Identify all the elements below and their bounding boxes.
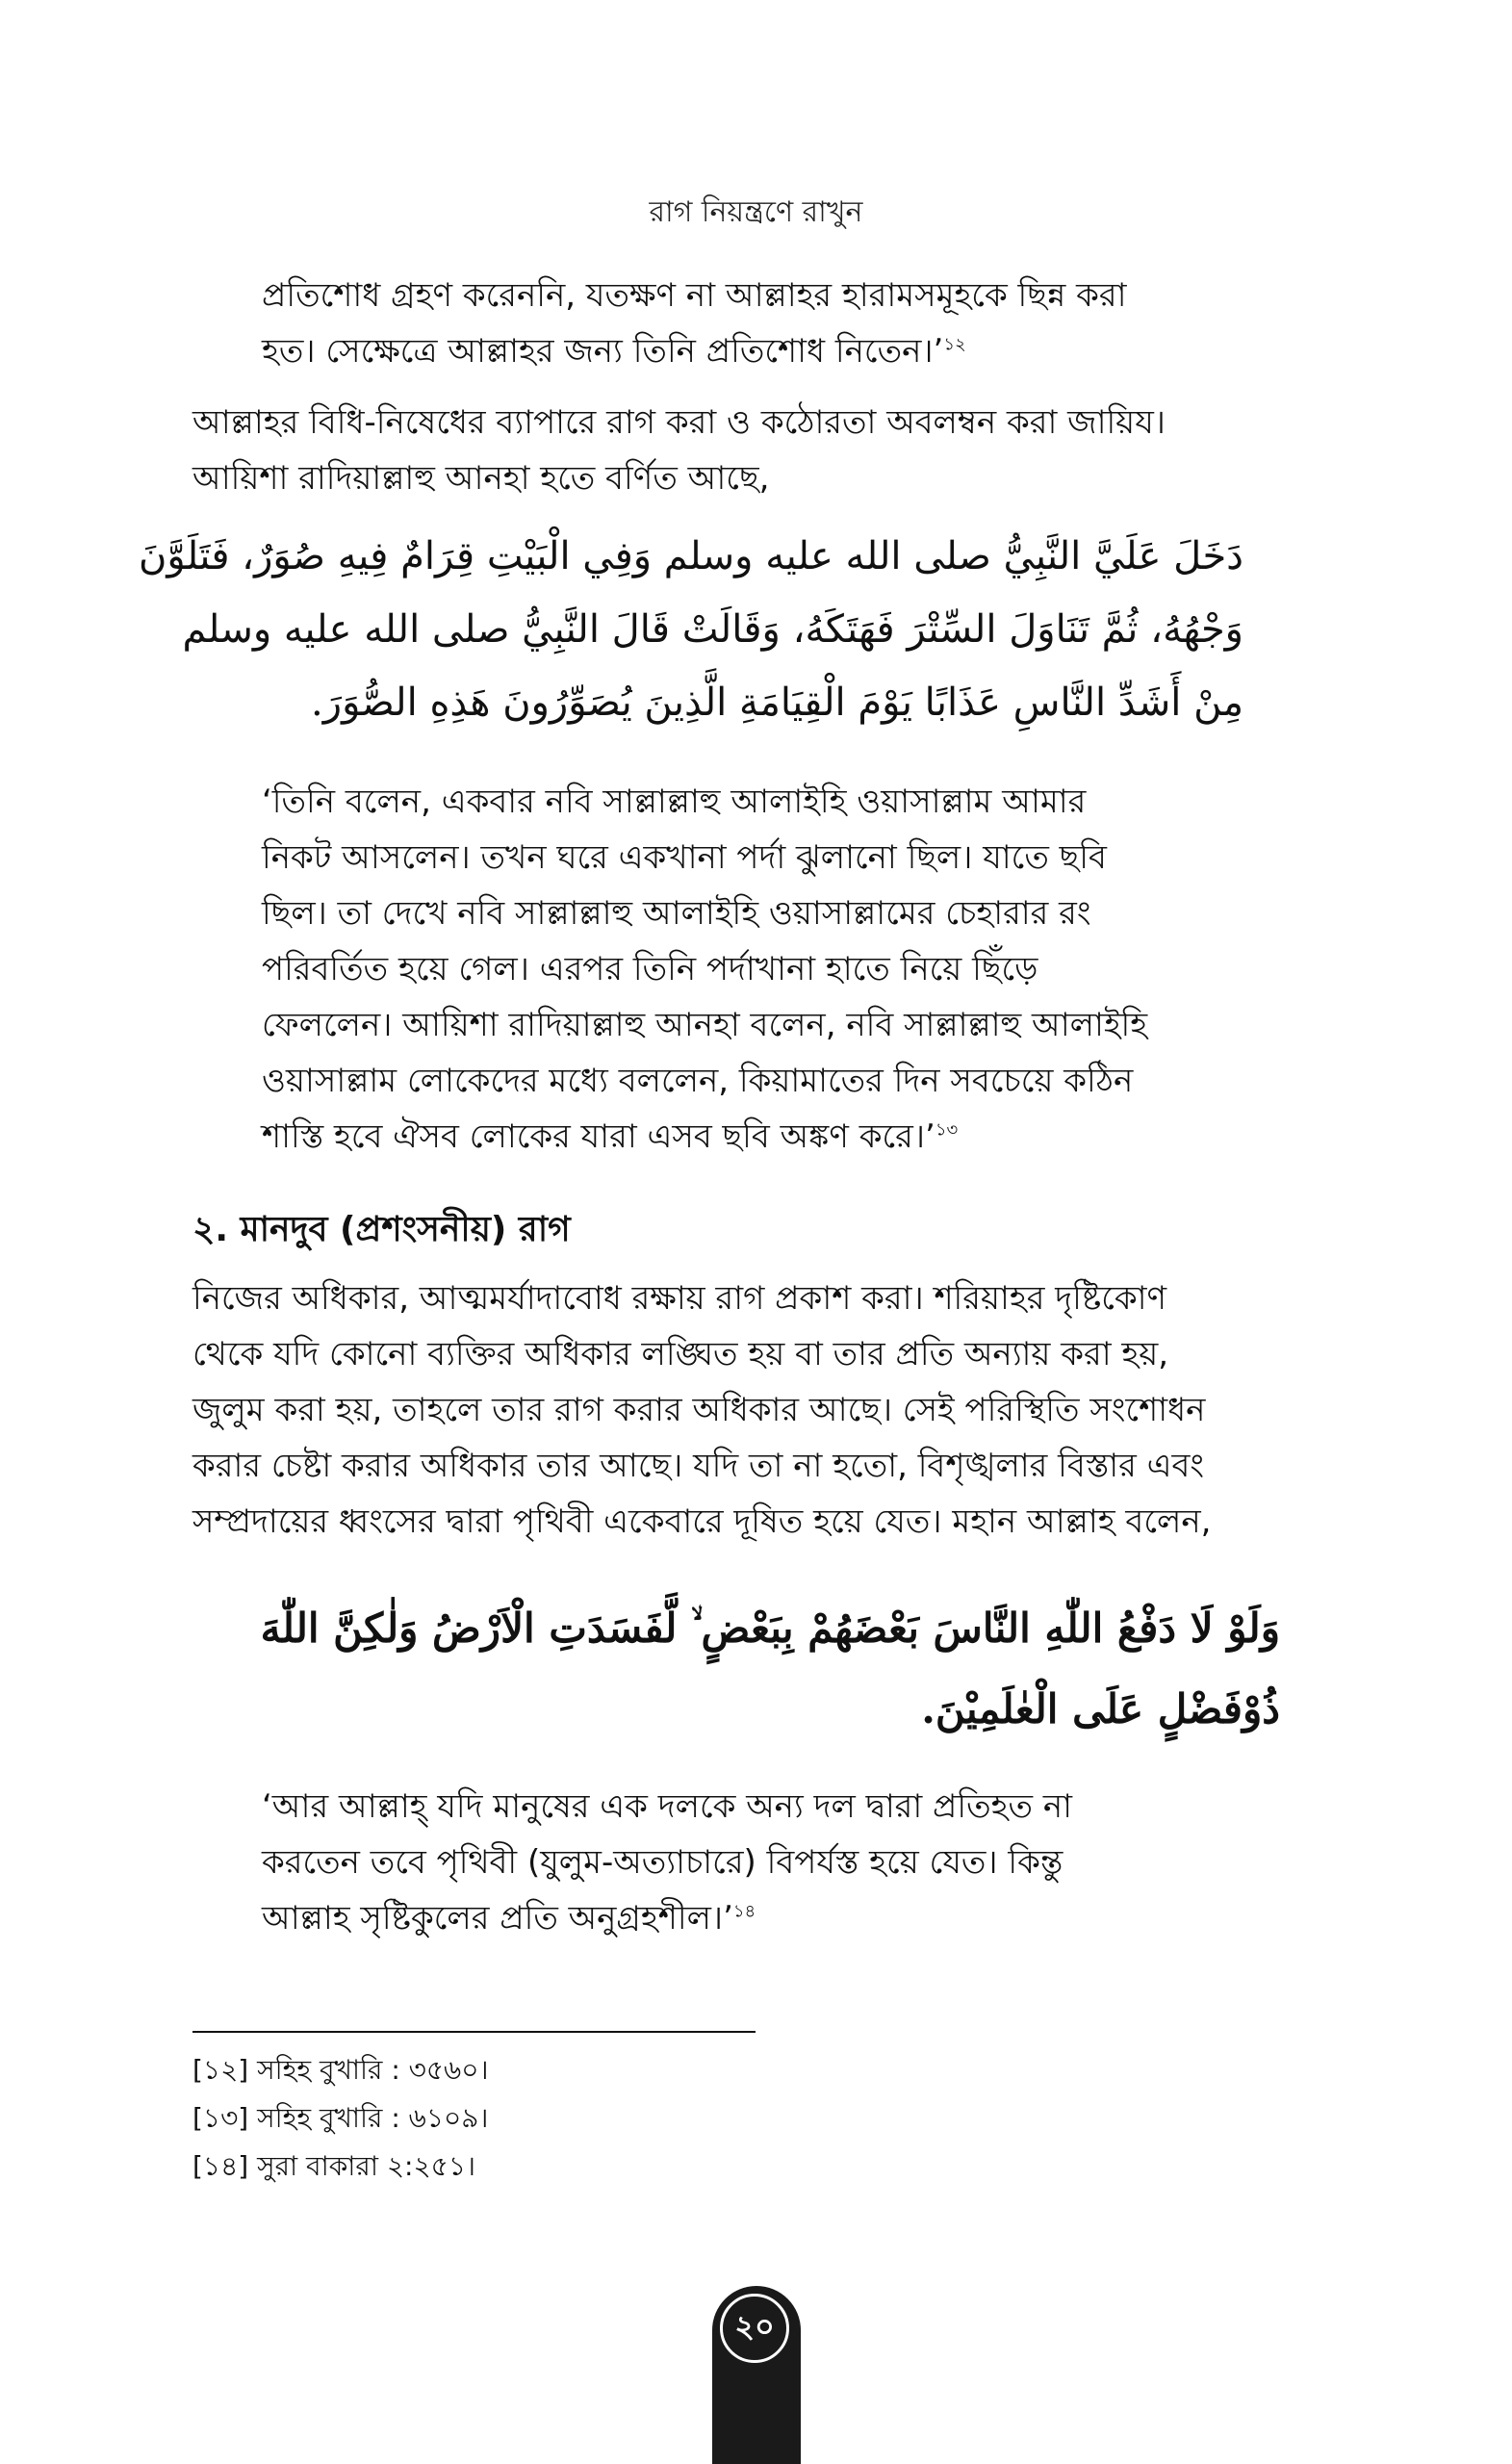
arabic-line: وَلَوْ لَا دَفْعُ اللّٰهِ النَّاسَ بَعْضَهُمْ بِبَعْضٍ ۙ لَّفَسَدَتِ الْاَرْضُ وَلٰكِنَّ اللّٰهَ [260,1604,1280,1652]
quote-line: প্রতিশোধ গ্রহণ করেননি, যতক্ষণ না আল্লাহর হারামসমূহকে ছিন্ন করা [262,276,1127,315]
page-number: ২০ [720,2294,789,2363]
translation-line: নিকট আসলেন। তখন ঘরে একখানা পর্দা ঝুলানো ছিল। যাতে ছবি [262,838,1107,877]
arabic-line: مِنْ أَشَدِّ النَّاسِ عَذَابًا يَوْمَ الْقِيَامَةِ الَّذِينَ يُصَوِّرُونَ هَذِهِ الصُّوَرَ. [311,680,1243,725]
arabic-line: دَخَلَ عَلَيَّ النَّبِيُّ صلى الله عليه وسلم وَفِي الْبَيْتِ قِرَامٌ فِيهِ صُوَرٌ، فَتَلَوَّنَ [138,534,1243,578]
translation-line: ‘তিনি বলেন, একবার নবি সাল্লাল্লাহু আলাইহি ওয়াসাল্লাম আমার [262,783,1087,821]
translation-line: পরিবর্তিত হয়ে গেল। এরপর তিনি পর্দাখানা হাতে নিয়ে ছিঁড়ে [262,950,1038,988]
paragraph-line: জুলুম করা হয়, তাহলে তার রাগ করার অধিকার আছে। সেই পরিস্থিতি সংশোধন [192,1391,1206,1429]
paragraph-line: নিজের অধিকার, আত্মমর্যাদাবোধ রক্ষায় রাগ প্রকাশ করা। শরিয়াহর দৃষ্টিকোণ [192,1279,1167,1318]
footnote-ref-12: ১২ [943,334,966,355]
quote-line-text: হত। সেক্ষেত্রে আল্লাহর জন্য তিনি প্রতিশোধ নিতেন।’ [262,332,944,371]
paragraph-rulings [192,395,1270,506]
footnote-13: [১৩] সহিহ বুখারি : ৬১০৯। [192,2102,489,2134]
arabic-line: وَجْهُهُ، ثُمَّ تَنَاوَلَ السِّتْرَ فَهَتَكَهُ، وَقَالَتْ قَالَ النَّبِيُّ صلى الله عليه وسلم [182,607,1243,652]
footnote-ref-13: ১৩ [935,1119,959,1141]
arabic-line: ذُوْفَضْلٍ عَلَى الْعٰلَمِيْنَ. [921,1685,1280,1732]
paragraph-line: করার চেষ্টা করার অধিকার তার আছে। যদি তা না হতো, বিশৃঙ্খলার বিস্তার এবং [192,1447,1205,1485]
translation-line: ওয়াসাল্লাম লোকেদের মধ্যে বললেন, কিয়ামাতের দিন সবচেয়ে কঠিন [262,1062,1134,1100]
translation-line-text: শাস্তি হবে ঐসব লোকের যারা এসব ছবি অঙ্কণ করে।’ [262,1117,935,1156]
paragraph-line: আয়িশা রাদিয়াল্লাহু আনহা হতে বর্ণিত আছে, [192,459,770,498]
footnote-12: [১২] সহিহ বুখারি : ৩৫৬০। [192,2054,489,2086]
translation-line: করতেন তবে পৃথিবী (যুলুম-অত্যাচারে) বিপর্যস্ত হয়ে যেত। কিন্তু [262,1843,1064,1882]
footnotes [192,2046,489,2191]
hadith-translation [262,774,1243,1165]
running-header: রাগ নিয়ন্ত্রণে রাখুন [649,195,863,229]
paragraph-line: সম্প্রদায়ের ধ্বংসের দ্বারা পৃথিবী একেবারে দূষিত হয়ে যেত। মহান আল্লাহ বলেন, [192,1502,1212,1541]
paragraph-line: আল্লাহর বিধি-নিষেধের ব্যাপারে রাগ করা ও কঠোরতা অবলম্বন করা জায়িয। [192,403,1166,442]
quran-arabic [192,1588,1280,1750]
translation-line: ছিল। তা দেখে নবি সাল্লাল্লাহু আলাইহি ওয়াসাল্লামের চেহারার রং [262,894,1091,933]
hadith-arabic [138,520,1243,739]
quran-translation [262,1779,1243,1946]
translation-line-last [262,1109,1243,1165]
footnote-divider [192,2031,756,2033]
quote-line-last [262,323,1243,379]
translation-line: ফেললেন। আয়িশা রাদিয়াল্লাহু আনহা বলেন, নবি সাল্লাল্লাহু আলাইহি [262,1006,1148,1044]
paragraph-line: থেকে যদি কোনো ব্যক্তির অধিকার লঙ্ঘিত হয় বা তার প্রতি অন্যায় করা হয়, [192,1335,1169,1373]
translation-line-text: আল্লাহ সৃষ্টিকুলের প্রতি অনুগ্রহশীল।’ [262,1899,733,1938]
translation-line: ‘আর আল্লাহ্ যদি মানুষের এক দলকে অন্য দল দ্বারা প্রতিহত না [262,1787,1072,1826]
footnote-ref-14: ১৪ [732,1901,756,1922]
section-heading: ২. মানদুব (প্রশংসনীয়) রাগ [192,1210,571,1249]
paragraph-praiseworthy-anger [192,1270,1270,1550]
footnote-14: [১৪] সুরা বাকারা ২:২৫১। [192,2150,476,2182]
quote-continuation [262,268,1243,379]
translation-line-last [262,1890,1243,1946]
